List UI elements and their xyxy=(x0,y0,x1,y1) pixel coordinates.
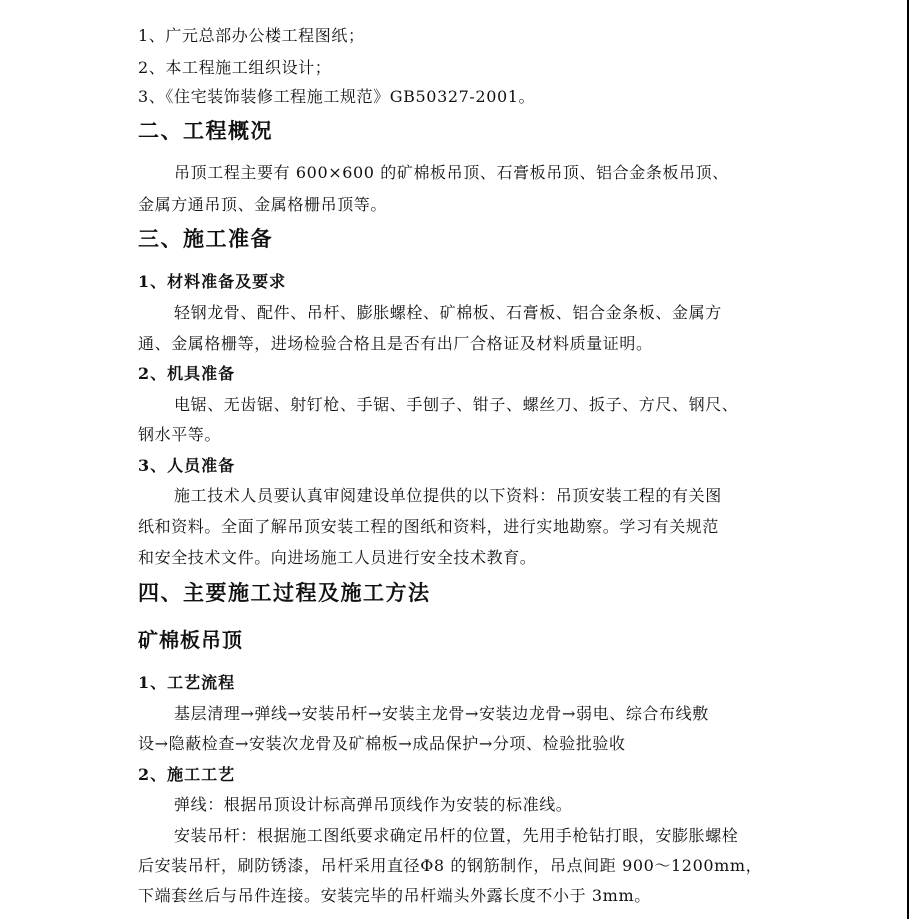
section-4-heading: 四、主要施工过程及施工方法 xyxy=(138,580,431,605)
process-line-1: 弹线：根据吊顶设计标高弹吊顶线作为安装的标准线。 xyxy=(174,795,573,814)
materials-heading: 1、材料准备及要求 xyxy=(138,272,287,291)
basis-item-1: 1、广元总部办公楼工程图纸； xyxy=(138,26,365,45)
section-2-heading: 二、工程概况 xyxy=(138,118,273,143)
page-right-border xyxy=(907,0,909,919)
section-2-line-1: 吊顶工程主要有 600×600 的矿棉板吊顶、石膏板吊顶、铝合金条板吊顶、 xyxy=(174,163,729,182)
staff-heading: 3、人员准备 xyxy=(138,456,236,475)
process-line-4: 下端套丝后与吊件连接。安装完毕的吊杆端头外露长度不小于 3mm。 xyxy=(138,886,651,905)
staff-line-2: 纸和资料。全面了解吊顶安装工程的图纸和资料，进行实地勘察。学习有关规范 xyxy=(138,517,720,536)
staff-line-3: 和安全技术文件。向进场施工人员进行安全技术教育。 xyxy=(138,548,537,567)
flow-line-2: 设→隐蔽检查→安装次龙骨及矿棉板→成品保护→分项、检验批验收 xyxy=(138,734,626,753)
materials-line-2: 通、金属格栅等，进场检验合格且是否有出厂合格证及材料质量证明。 xyxy=(138,334,653,353)
tools-line-1: 电锯、无齿锯、射钉枪、手锯、手刨子、钳子、螺丝刀、扳子、方尺、钢尺、 xyxy=(174,395,739,414)
tools-line-2: 钢水平等。 xyxy=(138,425,222,444)
mineral-board-ceiling-heading: 矿棉板吊顶 xyxy=(138,628,243,652)
process-line-2: 安装吊杆：根据施工图纸要求确定吊杆的位置，先用手枪钻打眼，安膨胀螺栓 xyxy=(174,826,739,845)
flow-heading: 1、工艺流程 xyxy=(138,673,236,692)
basis-item-3: 3、《住宅装饰装修工程施工规范》GB50327-2001。 xyxy=(138,87,536,106)
basis-item-2: 2、本工程施工组织设计； xyxy=(138,58,332,77)
materials-line-1: 轻钢龙骨、配件、吊杆、膨胀螺栓、矿棉板、石膏板、铝合金条板、金属方 xyxy=(174,303,722,322)
process-heading: 2、施工工艺 xyxy=(138,765,236,784)
flow-line-1: 基层清理→弹线→安装吊杆→安装主龙骨→安装边龙骨→弱电、综合布线敷 xyxy=(174,704,709,723)
section-2-line-2: 金属方通吊顶、金属格栅吊顶等。 xyxy=(138,195,388,214)
section-3-heading: 三、施工准备 xyxy=(138,226,273,251)
tools-heading: 2、机具准备 xyxy=(138,364,236,383)
staff-line-1: 施工技术人员要认真审阅建设单位提供的以下资料：吊顶安装工程的有关图 xyxy=(174,486,722,505)
process-line-3: 后安装吊杆，刷防锈漆，吊杆采用直径Φ8 的钢筋制作，吊点间距 900～1200mm， xyxy=(138,856,763,875)
